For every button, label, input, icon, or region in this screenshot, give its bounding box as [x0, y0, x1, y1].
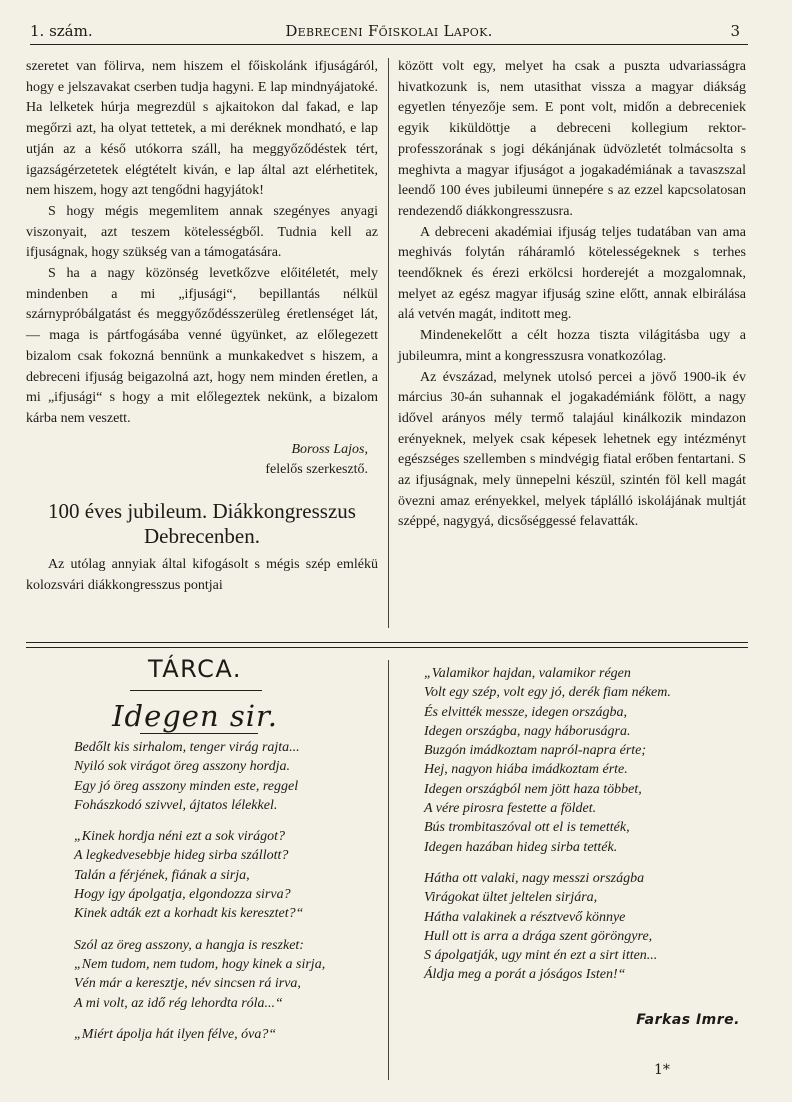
paragraph: között volt egy, melyet ha csak a puszta udvariasságra hivatkozunk is, nem utasithat vissza a magyar diákság egyetlen tényezője sem. E pont volt, midőn a debreceniek egyik kiküldöttje a debreceni kollegium rektor-professzorának s jogi dékánjának üdvözletét tolmácsolta s meghivta a magyar ifjuságot a jogakadémiának a tavaszszal leendő 100 éves jubileumi ünnepére s az ezzel kapcsolatosan rendezendő diákkongresszusra. [398, 59, 746, 219]
headline-line-1: 100 éves jubileum. Diákkongresszus [48, 499, 356, 524]
stanza [424, 664, 744, 857]
poem-line: Áldja meg a porát a jóságos Isten!“ [424, 967, 626, 983]
poem-line: Bedőlt kis sirhalom, tenger virág rajta... [74, 740, 300, 755]
tarca-section-title: TÁRCA. [147, 655, 243, 683]
poem-line: Buzgón imádkoztam napról-napra érte; [424, 743, 647, 759]
column-divider [388, 58, 389, 628]
poem-line: Fohászkodó szivvel, ájtatos lélekkel. [74, 797, 278, 813]
article-headline [26, 499, 378, 549]
paragraph: szeretet van fölirva, nem hiszem el főiskolánk ifjuságáról, hogy e jelszavakat cserben tudja hagyni. E lap mindnyájatoké. Ha lelketek húrja megrezdül s ajkaitokon dal fakad, e lap megőrzi azt, ha olyat tettetek, a mi deréknek mondható, e lap utján az a késő utókorra száll, ha meggyőződéstek tért, igazságérzetetek elégtételt kiván, e lap által azt elérhetitek, nem hiszem, hogy azt tengődni hagyjátok! [26, 59, 378, 199]
poem-line: Hogy igy ápolgatja, elgondozza sirva? [74, 887, 291, 903]
poem-line: Hull ott is arra a drága szent göröngyre, [424, 928, 653, 944]
page-header [30, 22, 748, 44]
stanza [74, 1025, 374, 1044]
poem-line: Volt egy szép, volt egy jó, derék fiam nékem. [424, 685, 671, 701]
paragraph: A debreceni akadémiai ifjuság teljes tudatában van ama meghivás folytán ráháramló kötelességeknek s terhes teendőknek és érezi erkölcsi horderejét a mozgalomnak, melyet az egész magyar ifjuság szine előtt, annak elbirálása alá vetvén magát, inditott meg. [398, 224, 746, 323]
column-divider [388, 660, 389, 1080]
poem-line: És elvitték messze, idegen országba, [424, 704, 627, 720]
poem-line: „Miért ápolja hát ilyen félve, óva?“ [74, 1026, 277, 1042]
poem-right-column [424, 664, 744, 997]
signature-mark: 1* [654, 1062, 670, 1078]
page-number: 3 [730, 22, 740, 40]
section-separator [26, 647, 748, 648]
stanza [74, 738, 374, 815]
title-rule [130, 690, 262, 691]
poem-line: S ápolgatják, ugy mint én ezt a sirt itten... [424, 948, 658, 964]
poem-line: Hátha valakinek a résztvevő könnye [424, 909, 626, 925]
stanza [74, 827, 374, 923]
poem-line: Kinek adták ezt a korhadt kis keresztet?“ [74, 906, 304, 922]
poem-line: „Nem tudom, nem tudom, hogy kinek a sirja, [74, 956, 326, 972]
poem-line: Vén már a keresztje, név sincsen rá irva, [74, 976, 301, 992]
header-rule [30, 44, 748, 45]
publication-title: Debreceni Főiskolai Lapok. [285, 22, 493, 40]
poem-title: Idegen sir. [112, 699, 278, 733]
poem-line: Talán a férjének, fiának a sirja, [74, 867, 250, 883]
stanza [424, 869, 744, 985]
poem-line: „Valamikor hajdan, valamikor régen [424, 666, 631, 681]
poem-line: Egy jó öreg asszony minden este, reggel [74, 778, 299, 794]
poem-line: A vére pirosra festette a földet. [424, 801, 597, 817]
signature-name: Boross Lajos, [291, 441, 368, 457]
section-separator [26, 642, 748, 643]
poem-line: Nyiló sok virágot öreg asszony hordja. [74, 759, 290, 775]
poem-line: Hej, nagyon hiába imádkoztam érte. [424, 762, 628, 778]
paragraph: S ha a nagy közönség levetkőzve előitéletét, mely mindenben a mi „ifjusági“, bepillantás nélkül szárnypróbálgatást és meggyőződésszerüleg éretlenséget lát, — maga is pártfogásába venné ügyünket, az előlegezett bizalom csak fokozná bennünk a munkakedvet s hiszem, a debreceni ifjuság beigazolná azt, hogy nem minden éretlen, a mi „ifjusági“ s hogy a mit előlegeztek nekünk, a bizalom kárba nem veszett. [26, 266, 378, 426]
title-underline [140, 733, 258, 734]
headline-line-2: Debrecenben. [143, 524, 260, 549]
poem-line: Idegen országból nem jött haza többet, [424, 781, 642, 797]
poem-line: Bús trombitaszóval ott el is temették, [424, 820, 630, 836]
poem-line: A mi volt, az idő rég lehordta róla...“ [74, 995, 283, 1011]
poem-line: Szól az öreg asszony, a hangja is reszket: [74, 937, 304, 953]
paragraph: Mindenekelőtt a célt hozza tiszta világitásba ugy a jubileumra, mint a kongresszusra vonatkozólag. [398, 328, 746, 364]
paragraph: Az évszázad, melynek utolsó percei a jövő 1900-ik év március 30-án suhannak el jogakadémiánk fölött, a nagy idővel arányos mély termő talajául kinálkozik mindazon erényeknek, melyek csak képesek lehetnek egy intézményt egészséges szellemben s mindvégig fiatal erőben fentartani. S az ifjuságnak, mely ünnepelni készül, szintén föl kell magát övezni amaz erényekkel, melyek táplálló iskolájának multját széppé, nagygyá, dicsőséggessé felavatták. [398, 369, 746, 530]
poem-line: A legkedvesebbje hideg sirba szállott? [74, 848, 289, 864]
paragraph: S hogy mégis megemlitem annak szegényes anyagi viszonyait, azt teszem kötelességből. Tudnia kell az ifjuságnak, hogy szükség van a támogatására. [26, 203, 378, 261]
poem-line: „Kinek hordja néni ezt a sok virágot? [74, 829, 286, 845]
issue-number: 1. szám. [30, 22, 93, 40]
poem-line: Virágokat ültet jeltelen sirjára, [424, 890, 598, 906]
signature-role: felelős szerkesztő. [265, 462, 368, 478]
right-column [398, 57, 746, 533]
poem-author: Farkas Imre. [636, 1012, 740, 1028]
poem-line: Hátha ott valaki, nagy messzi országba [424, 870, 645, 886]
poem-line: Idegen országba, nagy háboruságra. [424, 723, 631, 739]
poem-line: Idegen hazában hideg sirba tették. [424, 839, 618, 855]
article-opening: Az utólag annyiak által kifogásolt s mégis szép emlékü kolozsvári diákkongresszus pontjai [26, 557, 378, 593]
left-column [26, 57, 378, 596]
poem-left-column [74, 738, 374, 1056]
stanza [74, 936, 374, 1013]
